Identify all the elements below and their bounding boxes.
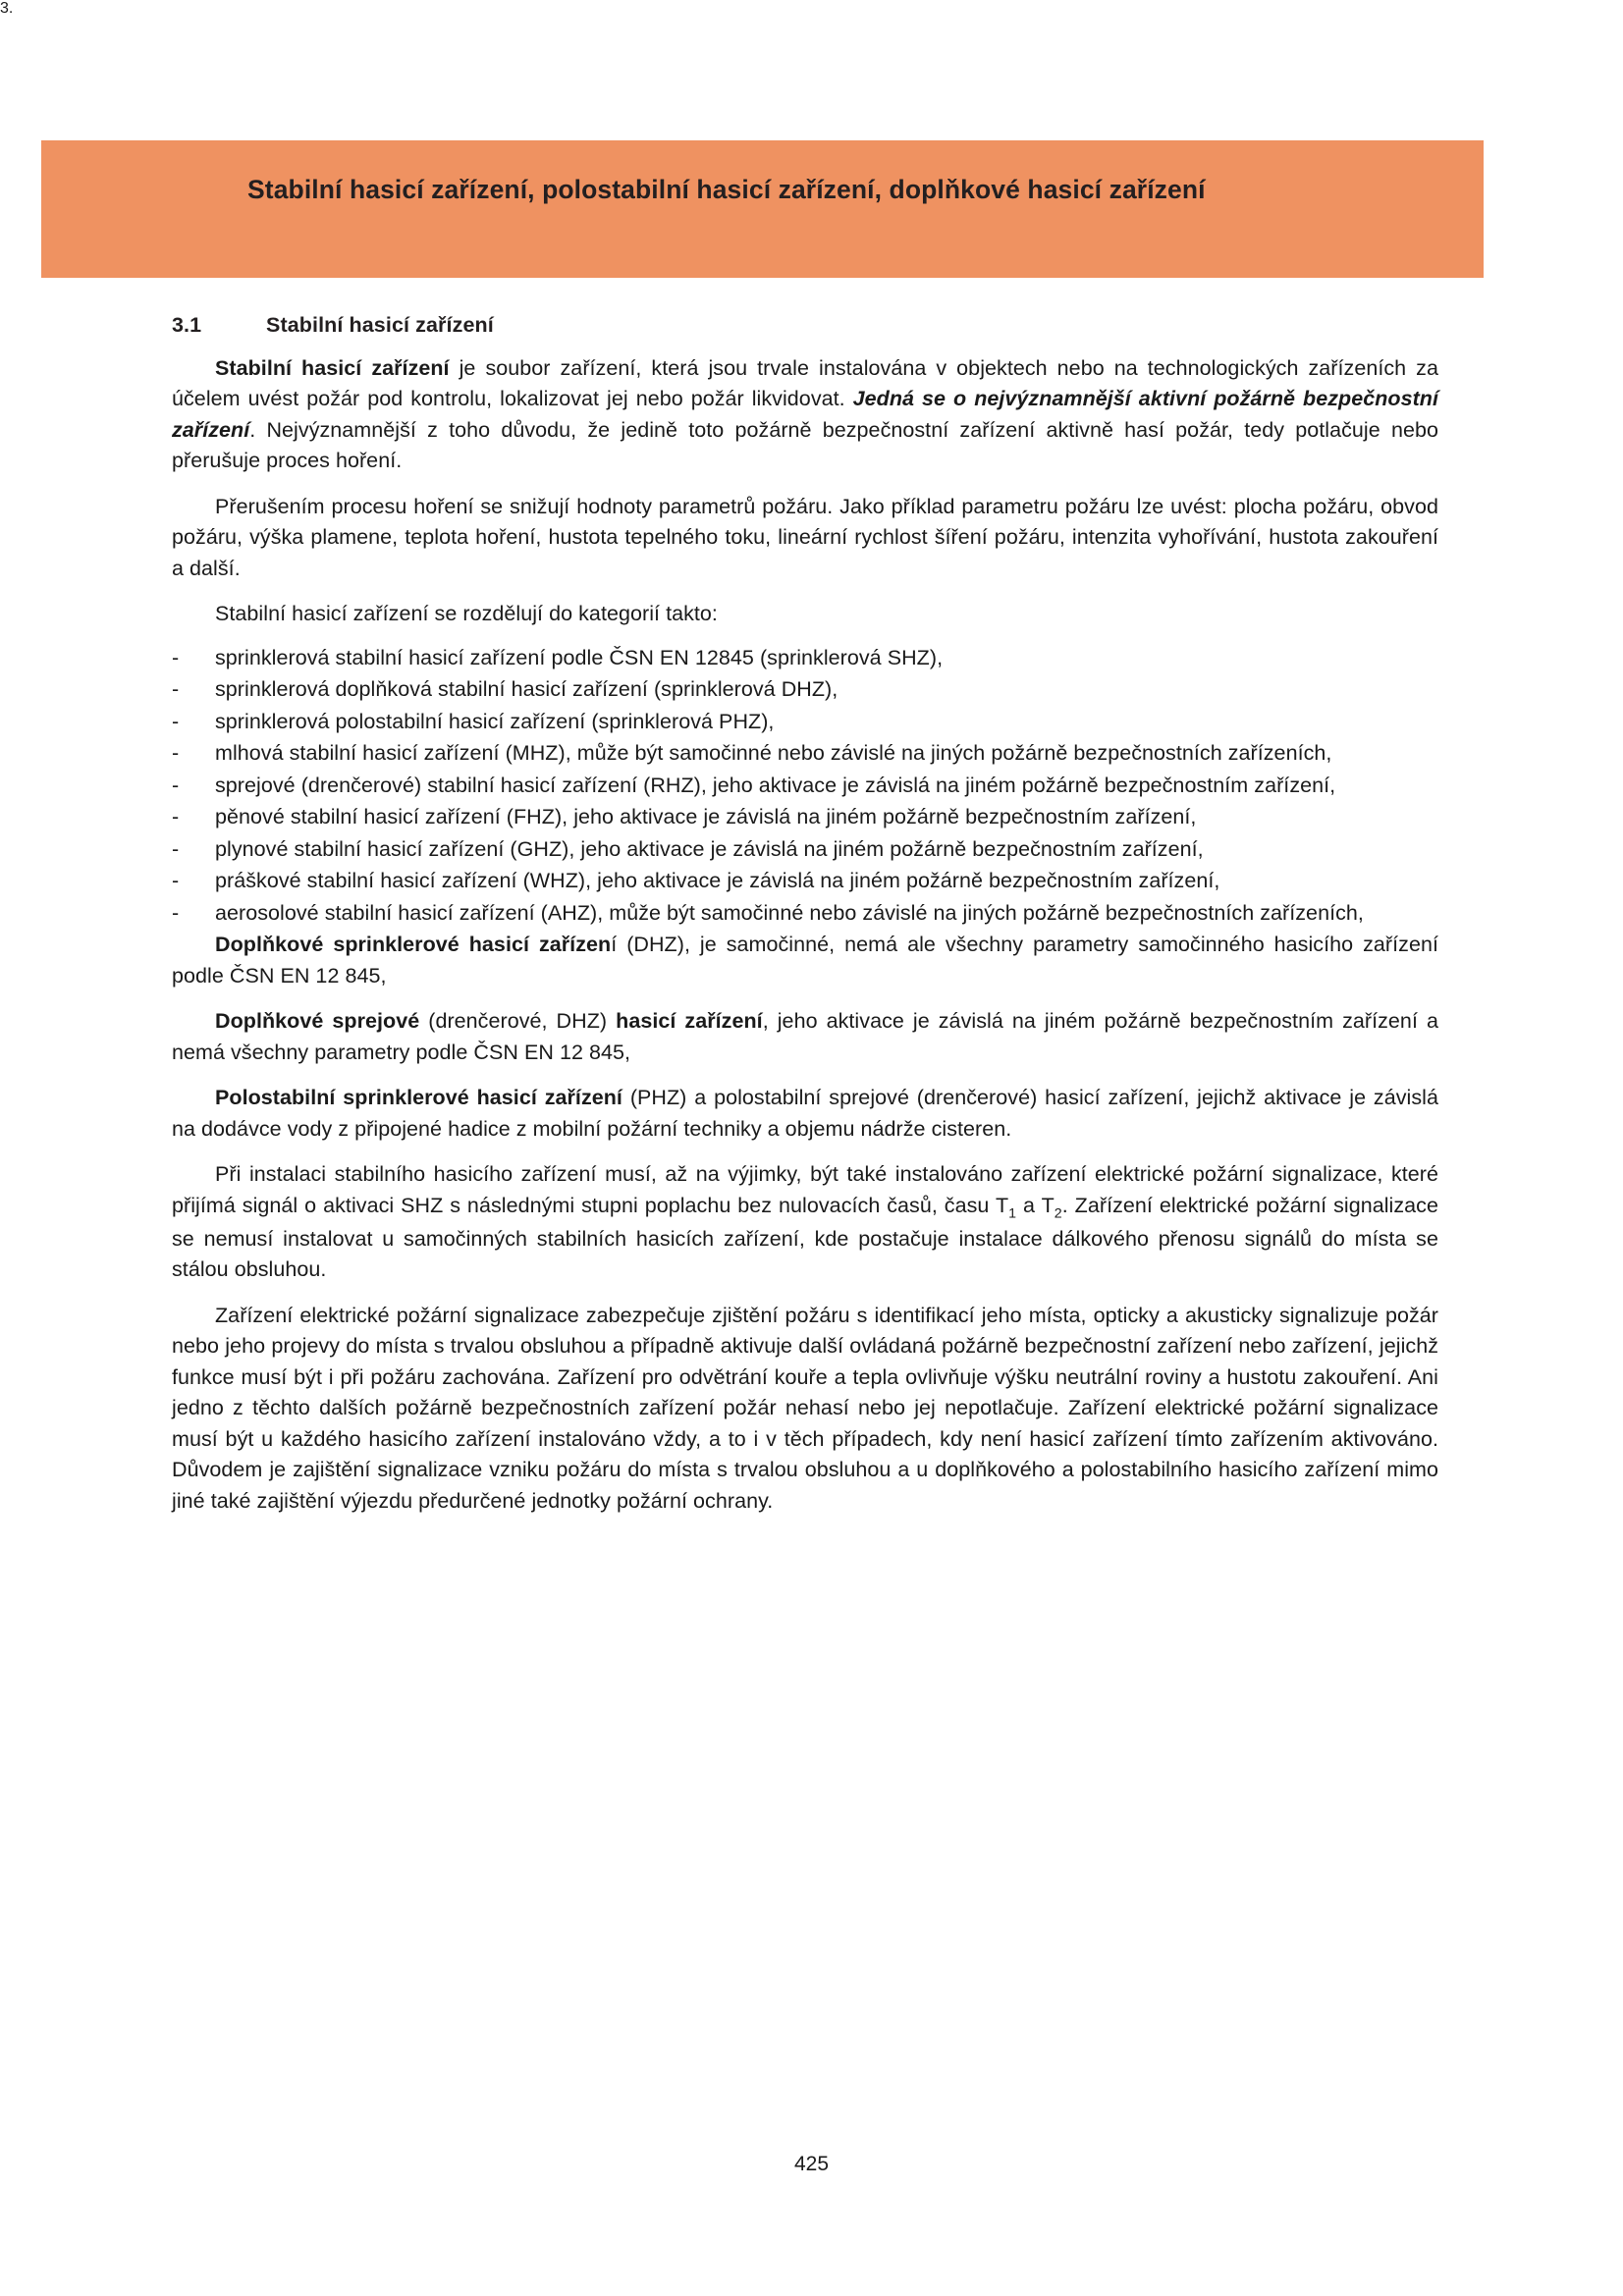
list-item-label: sprinklerová stabilní hasicí zařízení podle ČSN EN 12845 (sprinklerová SHZ), — [215, 645, 944, 669]
list-item — [172, 771, 1438, 801]
subscript-t2: 2 — [1054, 1204, 1062, 1221]
dash-marker: - — [172, 836, 180, 861]
categories-list — [172, 643, 1438, 929]
dash-marker: - — [172, 709, 180, 733]
paragraph-eps-function: Zařízení elektrické požární signalizace zabezpečuje zjištění požáru s identifikací jeho místa, opticky a akusticky signalizuje požár nebo jeho projevy do místa s trvalou obsluhou a případně aktivuje další ovládaná požárně bezpečnostní zařízení nebo zařízení, jejichž funkce musí být i při požáru zachována. Zařízení pro odvětrání kouře a tepla ovlivňuje výšku neutrální roviny a hustotu zakouření. Ani jedno z těchto dalších požárně bezpečnostních zařízení požár nehasí nebo jej nepotlačuje. Zařízení elektrické požární signalizace musí být u každého hasicího zařízení instalováno vždy, a to i v těch případech, kdy není hasicí zařízení tímto zařízením aktivováno. Důvodem je zajištění signalizace vzniku požáru do místa s trvalou obsluhou a u doplňkového a polostabilního hasicího zařízení mimo jiné také zajištění výjezdu předurčené jednotky požární ochrany. — [172, 1303, 1438, 1513]
list-item — [172, 738, 1438, 769]
emphasis-most-important: Jedná se o nejvýznamnější aktivní požárně bezpečnostní zařízení — [172, 387, 1438, 442]
list-item-label: aerosolové stabilní hasicí zařízení (AHZ), může být samočinné nebo závislé na jiných požárně bezpečnostních zařízeních, — [215, 900, 1364, 925]
paragraph-dhz-spray-mid: (drenčerové, DHZ) — [419, 1009, 617, 1034]
list-item-label: práškové stabilní hasicí zařízení (WHZ), jeho aktivace je závislá na jiném požárně bezpečnostním zařízení, — [215, 869, 1220, 893]
subscript-t1: 1 — [1008, 1204, 1017, 1221]
list-item-label: plynové stabilní hasicí zařízení (GHZ), jeho aktivace je závislá na jiném požárně bezpečnostním zařízení, — [215, 836, 1204, 861]
dash-marker: - — [172, 677, 180, 702]
paragraph-dhz-spray — [172, 1006, 1438, 1068]
list-item — [172, 674, 1438, 705]
section-heading — [172, 312, 1438, 340]
section-number: 3.1 — [172, 313, 202, 337]
page-number: 425 — [793, 2153, 830, 2175]
list-item — [172, 707, 1438, 737]
paragraph-eps-part-b: a T — [1016, 1193, 1055, 1217]
list-item-label: sprinklerová doplňková stabilní hasicí zařízení (sprinklerová DHZ), — [215, 677, 839, 702]
dash-marker: - — [172, 805, 180, 829]
page-content — [172, 312, 1438, 1531]
dash-marker: - — [172, 741, 180, 766]
paragraph-definition-rest: je soubor zařízení, která jsou trvale instalována v objektech nebo na technologických zařízeních za účelem uvést požár pod kontrolu, lokalizovat jej nebo požár likvidovat. — [172, 355, 1438, 411]
paragraph-dhz-sprinkler — [172, 930, 1438, 991]
list-item-label: pěnové stabilní hasicí zařízení (FHZ), jeho aktivace je závislá na jiném požárně bezpečnostním zařízení, — [215, 805, 1197, 829]
paragraph-eps-install — [172, 1159, 1438, 1286]
list-item — [172, 866, 1438, 896]
paragraph-dhz-sprinkler-rest: í (DHZ), je samočinné, nemá ale všechny parametry samočinného hasicího zařízení podle ČSN EN 12 845, — [172, 933, 1438, 988]
chapter-title: Stabilní hasicí zařízení, polostabilní hasicí zařízení, doplňkové hasicí zařízení — [247, 175, 1206, 204]
term-phz: Polostabilní sprinklerové hasicí zařízení — [215, 1086, 622, 1110]
paragraph-categories-intro: Stabilní hasicí zařízení se rozdělují do kategorií takto: — [215, 602, 718, 626]
term-dhz-sprinkler: Doplňkové sprinklerové hasicí zařízen — [215, 933, 612, 957]
paragraph-fire-parameters: Přerušením procesu hoření se snižují hodnoty parametrů požáru. Jako příklad parametru požáru lze uvést: plocha požáru, obvod požáru, výška plamene, teplota hoření, hustota tepelného toku, lineární rychlost šíření požáru, intenzita vyhořívání, hustota zakouření a další. — [172, 494, 1438, 580]
list-item — [172, 898, 1438, 929]
list-item-label: sprinklerová polostabilní hasicí zařízení (sprinklerová PHZ), — [215, 709, 775, 733]
paragraph-dhz-spray-rest: , jeho aktivace je závislá na jiném požárně bezpečnostním zařízení a nemá všechny parametry podle ČSN EN 12 845, — [172, 1009, 1438, 1064]
paragraph-definition — [172, 353, 1438, 477]
paragraph-phz-rest: (PHZ) a polostabilní sprejové (drenčerové) hasicí zařízení, jejichž aktivace je závislá na dodávce vody z připojené hadice z mobilní požární techniky a objemu nádrže cisteren. — [172, 1086, 1438, 1141]
term-dhz-spray: Doplňkové sprejové — [215, 1009, 420, 1034]
list-item — [172, 802, 1438, 832]
section-title: Stabilní hasicí zařízení — [266, 313, 494, 337]
dash-marker: - — [172, 645, 180, 669]
dash-marker: - — [172, 900, 180, 925]
list-item-label: sprejové (drenčerové) stabilní hasicí zařízení (RHZ), jeho aktivace je závislá na jiném požárně bezpečnostním zařízení, — [215, 773, 1336, 797]
list-item — [172, 643, 1438, 673]
paragraph-eps-part-c: . Zařízení elektrické požární signalizace se nemusí instalovat u samočinných stabilních hasicích zařízení, kde postačuje instalace dálkového přenosu signálů do místa se stálou obsluhou. — [172, 1193, 1438, 1282]
term-shz: Stabilní hasicí zařízení — [215, 355, 450, 380]
list-item — [172, 834, 1438, 865]
dash-marker: - — [172, 869, 180, 893]
paragraph-phz — [172, 1083, 1438, 1145]
term-hasici-zarizeni: hasicí zařízení — [616, 1009, 763, 1034]
chapter-number: 3. — [0, 0, 14, 17]
chapter-banner — [41, 140, 1484, 278]
dash-marker: - — [172, 773, 180, 797]
paragraph-eps-part-a: Při instalaci stabilního hasicího zařízení musí, až na výjimky, být také instalováno zařízení elektrické požární signalizace, které přijímá signál o aktivaci SHZ s následnými stupni poplachu bez nulovacích časů, času T — [172, 1162, 1438, 1217]
paragraph-definition-tail: . Nejvýznamnější z toho důvodu, že jedině toto požárně bezpečnostní zařízení aktivně hasí požár, tedy potlačuje nebo přerušuje proces hoření. — [172, 417, 1438, 473]
list-item-label: mlhová stabilní hasicí zařízení (MHZ), může být samočinné nebo závislé na jiných požárně bezpečnostních zařízeních, — [215, 741, 1332, 766]
